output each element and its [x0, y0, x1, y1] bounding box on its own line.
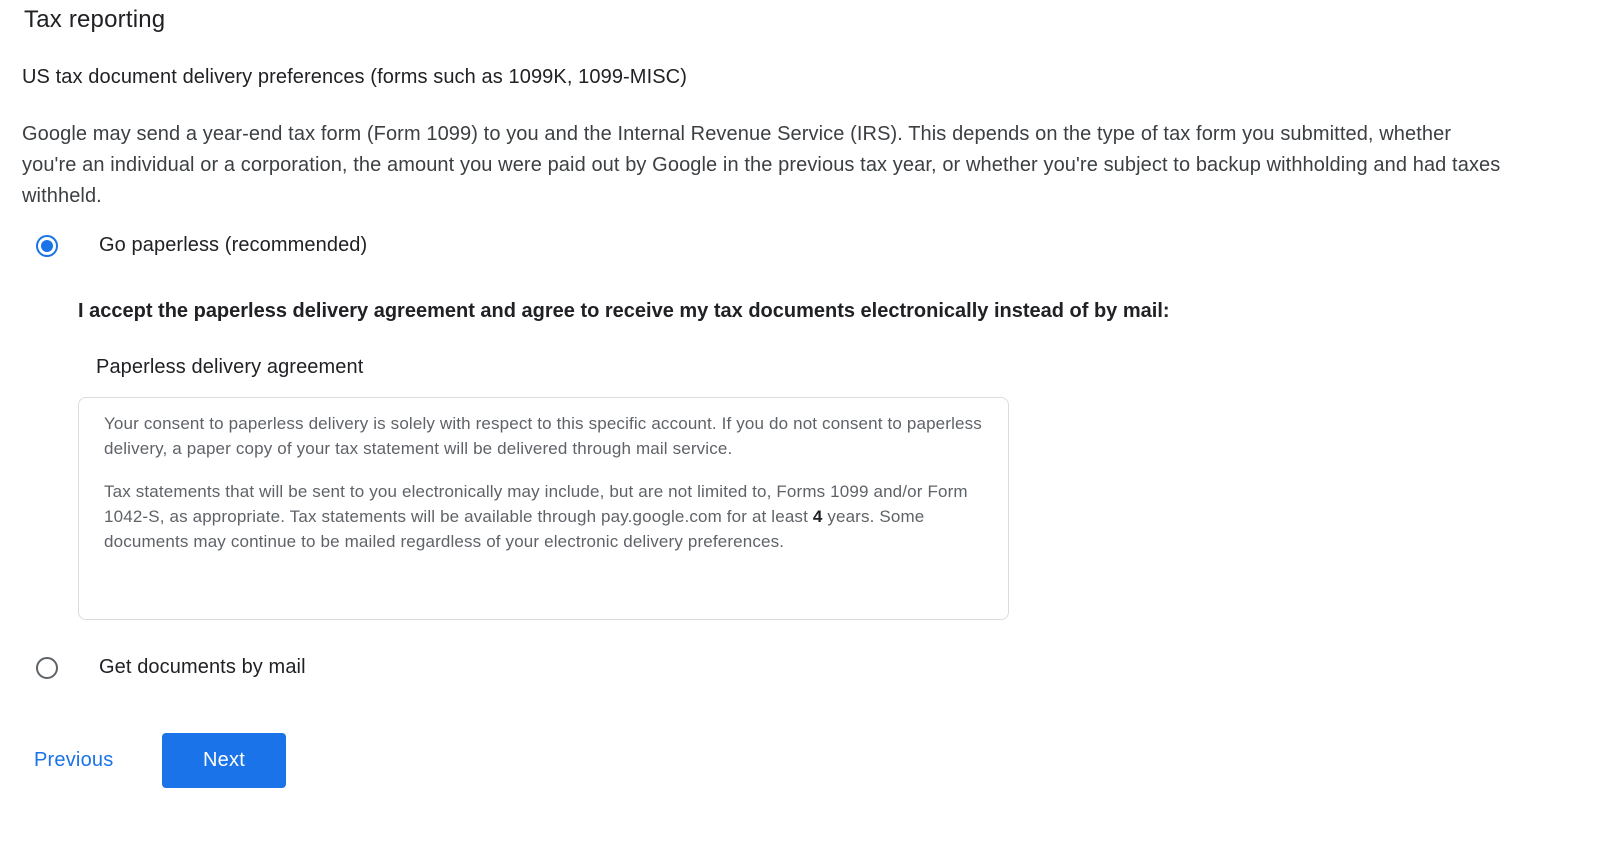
get-documents-by-mail-option[interactable] [36, 656, 306, 679]
get-documents-by-mail-label: Get documents by mail [99, 656, 306, 678]
previous-button[interactable]: Previous [24, 733, 123, 788]
radio-checked-icon[interactable] [36, 235, 58, 257]
agreement-paragraph-statements [104, 479, 983, 554]
tax-form-description: Google may send a year-end tax form (Form 1099) to you and the Internal Revenue Service (IRS). This depends on the type of tax form you submitted, whether you're an individual or a corporation, the amount you were paid out by Google in the previous tax year, or whether you're subject to backup withholding and had taxes withheld. [22, 123, 1501, 207]
agreement-paragraph-statements-start: Tax statements that will be sent to you electronically may include, but are not limited to, Forms 1099 and/or Form 1042-S, as appropriate. Tax statements will be available through pay.google.com for at least [104, 482, 968, 526]
next-button[interactable]: Next [162, 733, 286, 788]
page-title: Tax reporting [24, 6, 166, 33]
go-paperless-label: Go paperless (recommended) [99, 234, 368, 256]
radio-unchecked-icon[interactable] [36, 657, 58, 679]
radio-dot [41, 240, 53, 252]
agreement-title: Paperless delivery agreement [96, 356, 364, 378]
accept-agreement-text: I accept the paperless delivery agreement and agree to receive my tax documents electronically instead of by mail: [78, 300, 1170, 322]
section-subtitle: US tax document delivery preferences (forms such as 1099K, 1099-MISC) [22, 66, 687, 88]
agreement-box[interactable] [78, 397, 1009, 620]
agreement-paragraph-consent: Your consent to paperless delivery is solely with respect to this specific account. If you do not consent to paperless delivery, a paper copy of your tax statement will be delivered through mail service. [104, 414, 982, 458]
agreement-paragraph-statements-end: years. Some documents may continue to be mailed regardless of your electronic delivery preferences. [104, 507, 925, 551]
availability-years: 4 [812, 507, 823, 526]
go-paperless-option[interactable] [36, 234, 367, 257]
